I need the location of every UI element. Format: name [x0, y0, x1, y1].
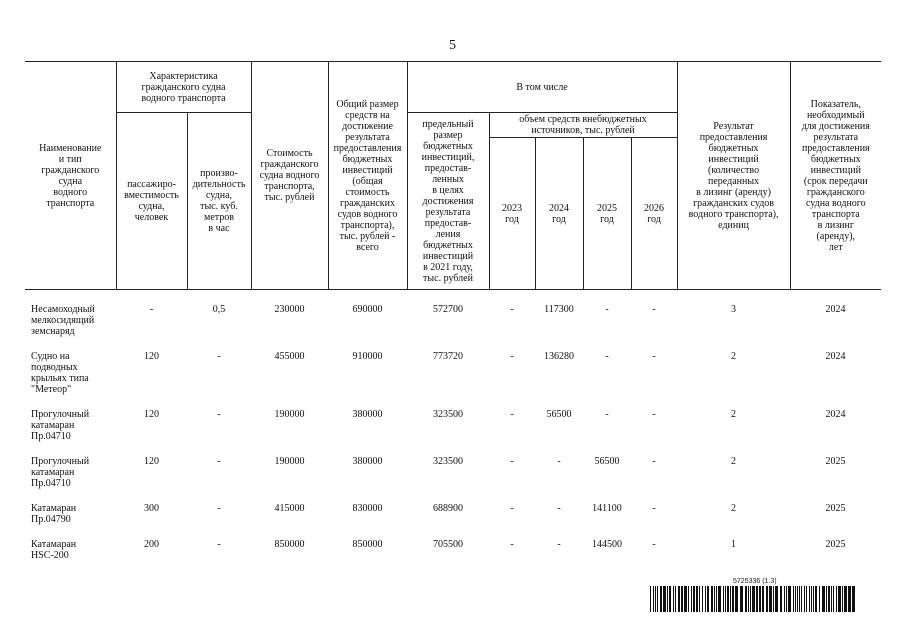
cell-y2024: 56500 — [546, 409, 572, 420]
cell-cost: 190000 — [274, 456, 305, 467]
barcode-bar — [833, 586, 834, 612]
barcode-bar — [727, 586, 729, 612]
barcode-bar — [745, 586, 747, 612]
header-year-2023: 2023 год — [489, 138, 535, 290]
cell-productivity: - — [217, 539, 221, 550]
header-indicator: Показатель, необходимый для достижения результата предоставления бюджетных инвестиций (срок передачи гражданского судна водного транспорта в лизинг (аренду), лет — [790, 62, 881, 290]
cell-limit: 323500 — [433, 456, 463, 467]
cell-y2023: - — [510, 503, 514, 514]
cell-indicator: 2024 — [825, 409, 846, 420]
barcode-bar — [752, 586, 755, 612]
cell-limit: 688900 — [433, 503, 463, 514]
barcode-bar — [725, 586, 726, 612]
header-total: Общий размер средств на достижение результата предоставления бюджетных инвестиций (общая стоимость гражданских судов водного транспорта), тыс. рублей - всего — [328, 62, 407, 290]
cell-y2026: - — [652, 539, 656, 550]
barcode-bar — [693, 586, 695, 612]
barcode-bar — [788, 586, 791, 612]
barcode-bar — [852, 586, 855, 612]
barcode-bar — [822, 586, 825, 612]
cell-result: 2 — [731, 456, 737, 467]
barcode-bar — [844, 586, 847, 612]
cell-y2026: - — [652, 456, 656, 467]
barcode-bar — [797, 586, 798, 612]
cell-y2023: - — [510, 456, 514, 467]
cell-y2024: - — [557, 503, 561, 514]
cell-y2024: - — [557, 539, 561, 550]
cell-capacity: 120 — [144, 456, 159, 467]
barcode-bar — [804, 586, 805, 612]
barcode-bar — [684, 586, 687, 612]
cell-capacity: 200 — [144, 539, 159, 550]
table-row — [25, 351, 881, 409]
cell-y2026: - — [652, 503, 656, 514]
barcode-bar — [838, 586, 841, 612]
cell-y2026: - — [652, 351, 656, 362]
header-name: Наименование и тип гражданского судна водного транспорта — [25, 62, 116, 290]
investment-table — [25, 61, 881, 575]
cell-limit: 323500 — [433, 409, 463, 420]
cell-y2024: - — [557, 456, 561, 467]
barcode-bar — [786, 586, 787, 612]
barcode-bar — [705, 586, 706, 612]
header-year-2024: 2024 год — [535, 138, 583, 290]
cell-cost: 850000 — [274, 539, 305, 550]
cell-indicator: 2024 — [825, 351, 846, 362]
cell-productivity: - — [217, 351, 221, 362]
barcode-bar — [716, 586, 717, 612]
barcode-bar — [688, 586, 689, 612]
cell-cost: 190000 — [274, 409, 305, 420]
cell-name: Прогулочный катамаран Пр.04710 — [31, 409, 90, 442]
cell-indicator: 2024 — [825, 304, 846, 315]
barcode-bar — [653, 586, 654, 612]
cell-productivity: - — [217, 409, 221, 420]
cell-name: Несамоходный мелкосидящий земснаряд — [31, 304, 95, 337]
header-result: Результат предоставления бюджетных инвестиций (количество переданных в лизинг (аренду) гражданских судов водного транспорта), единиц — [677, 62, 790, 290]
barcode-bar — [657, 586, 658, 612]
header-year-2025: 2025 год — [583, 138, 631, 290]
cell-y2026: - — [652, 304, 656, 315]
header-productivity: произво- дительность судна, тыс. куб. метров в час — [187, 113, 251, 290]
cell-indicator: 2025 — [825, 539, 846, 550]
cell-name: Катамаран HSC-200 — [31, 539, 77, 561]
barcode-bar — [793, 586, 794, 612]
cell-cost: 455000 — [274, 351, 305, 362]
barcode-bar — [799, 586, 800, 612]
table-row — [25, 290, 881, 352]
barcode-bar — [831, 586, 832, 612]
barcode-bar — [828, 586, 830, 612]
barcode-bar — [696, 586, 698, 612]
cell-result: 2 — [731, 503, 737, 514]
barcode-bar — [678, 586, 680, 612]
cell-result: 1 — [731, 539, 737, 550]
barcode-bar — [663, 586, 666, 612]
barcode-bar — [732, 586, 734, 612]
cell-cost: 230000 — [274, 304, 305, 315]
cell-total: 690000 — [352, 304, 383, 315]
cell-y2023: - — [510, 409, 514, 420]
cell-name: Катамаран Пр.04790 — [31, 503, 77, 525]
barcode-bar — [650, 586, 651, 612]
barcode-bar — [669, 586, 671, 612]
barcode-bar — [766, 586, 768, 612]
header-capacity: пассажиро- вместимость судна, человек — [116, 113, 187, 290]
cell-y2025: - — [605, 304, 609, 315]
barcode-bar — [691, 586, 692, 612]
cell-y2023: - — [510, 539, 514, 550]
barcode-bar — [780, 586, 782, 612]
barcode-bar — [842, 586, 843, 612]
cell-y2025: 141100 — [592, 503, 622, 514]
header-characteristics: Характеристика гражданского судна водного транспорта — [116, 62, 251, 113]
barcode-bar — [801, 586, 802, 612]
cell-total: 380000 — [352, 409, 383, 420]
barcode-bar — [762, 586, 764, 612]
barcode — [650, 586, 858, 612]
cell-name: Судно на подводных крыльях типа "Метеор" — [31, 351, 89, 395]
cell-productivity: - — [217, 456, 221, 467]
barcode-bar — [836, 586, 837, 612]
cell-cost: 415000 — [274, 503, 305, 514]
barcode-bar — [735, 586, 738, 612]
cell-y2025: 144500 — [592, 539, 622, 550]
cell-productivity: - — [217, 503, 221, 514]
barcode-bar — [756, 586, 758, 612]
barcode-bar — [759, 586, 761, 612]
cell-limit: 705500 — [433, 539, 463, 550]
barcode-bar — [655, 586, 656, 612]
barcode-bar — [711, 586, 713, 612]
cell-indicator: 2025 — [825, 456, 846, 467]
table-row — [25, 456, 881, 503]
header-year-2026: 2026 год — [631, 138, 677, 290]
cell-limit: 572700 — [433, 304, 463, 315]
header-extrabudget: объем средств внебюджетных источников, тыс. рублей — [489, 113, 677, 138]
cell-y2024: 117300 — [544, 304, 574, 315]
cell-result: 3 — [731, 304, 737, 315]
cell-indicator: 2025 — [825, 503, 846, 514]
table-row — [25, 409, 881, 456]
header-including: В том числе — [407, 62, 677, 113]
cell-y2025: - — [605, 409, 609, 420]
cell-capacity: 120 — [144, 351, 159, 362]
cell-y2024: 136280 — [544, 351, 574, 362]
barcode-bar — [707, 586, 709, 612]
cell-name: Прогулочный катамаран Пр.04710 — [31, 456, 90, 489]
barcode-label: 5725336 (1.3) — [733, 578, 777, 585]
barcode-bar — [819, 586, 820, 612]
barcode-bar — [811, 586, 812, 612]
cell-total: 830000 — [352, 503, 383, 514]
barcode-bar — [826, 586, 827, 612]
table-row — [25, 503, 881, 539]
barcode-bar — [718, 586, 721, 612]
barcode-bar — [681, 586, 683, 612]
cell-result: 2 — [731, 351, 737, 362]
barcode-bar — [714, 586, 715, 612]
barcode-bar — [784, 586, 785, 612]
barcode-bar — [813, 586, 814, 612]
cell-result: 2 — [731, 409, 737, 420]
cell-total: 910000 — [352, 351, 383, 362]
barcode-bar — [750, 586, 751, 612]
cell-y2025: 56500 — [594, 456, 620, 467]
table-body — [25, 290, 881, 576]
barcode-bar — [748, 586, 749, 612]
barcode-bar — [775, 586, 778, 612]
cell-limit: 773720 — [433, 351, 463, 362]
cell-y2025: - — [605, 351, 609, 362]
barcode-bar — [667, 586, 668, 612]
cell-capacity: 120 — [144, 409, 159, 420]
barcode-bar — [740, 586, 743, 612]
cell-total: 380000 — [352, 456, 383, 467]
barcode-bar — [730, 586, 731, 612]
barcode-bar — [699, 586, 700, 612]
barcode-bar — [769, 586, 772, 612]
cell-y2026: - — [652, 409, 656, 420]
investment-table-container — [25, 61, 881, 575]
barcode-bar — [848, 586, 851, 612]
cell-capacity: 300 — [144, 503, 159, 514]
cell-y2023: - — [510, 351, 514, 362]
barcode-bar — [702, 586, 703, 612]
barcode-bar — [795, 586, 796, 612]
page-number: 5 — [449, 38, 456, 53]
barcode-bar — [809, 586, 810, 612]
barcode-bar — [815, 586, 817, 612]
barcode-bar — [806, 586, 807, 612]
cell-total: 850000 — [352, 539, 383, 550]
cell-capacity: - — [149, 304, 154, 315]
barcode-bar — [675, 586, 676, 612]
header-limit: предельный размер бюджетных инвестиций, предостав- ленных в целях достижения результата предостав- ления бюджетных инвестиций в 2021 году, тыс. рублей — [407, 113, 489, 290]
table-row — [25, 539, 881, 575]
barcode-bar — [723, 586, 724, 612]
barcode-bar — [673, 586, 674, 612]
cell-y2023: - — [510, 304, 514, 315]
cell-productivity: 0,5 — [212, 304, 226, 315]
barcode-bar — [773, 586, 774, 612]
barcode-bar — [660, 586, 662, 612]
header-cost: Стоимость гражданского судна водного транспорта, тыс. рублей — [251, 62, 328, 290]
